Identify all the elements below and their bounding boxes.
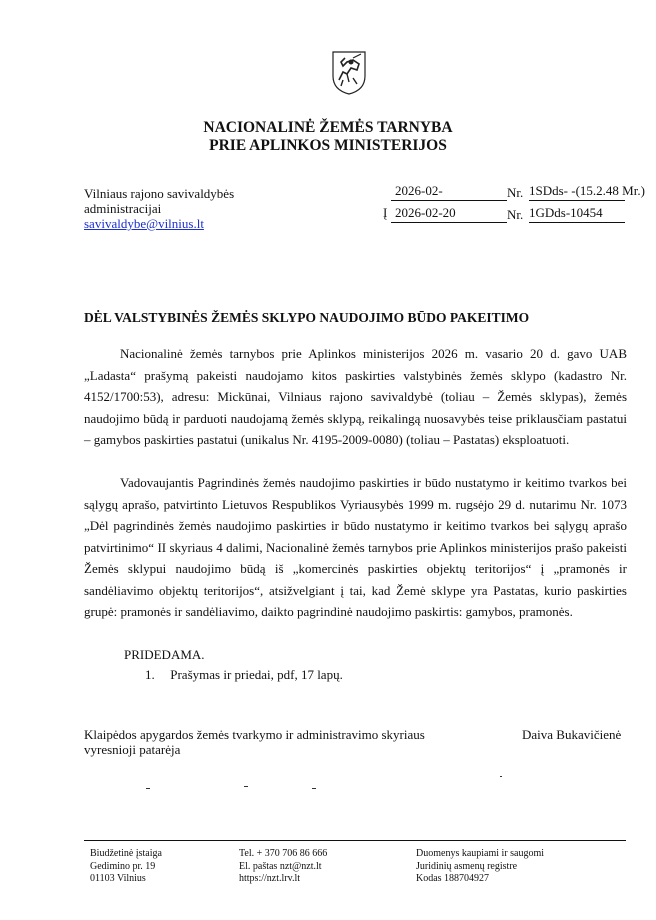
organization-subtitle: PRIE APLINKOS MINISTERIJOS (209, 137, 447, 154)
signer-name: Daiva Bukavičienė (522, 727, 622, 742)
signer-position-line: vyresnioji patarėja (84, 742, 181, 757)
footer-line: Juridinių asmenų registre (416, 860, 518, 872)
recipient-email-link[interactable]: savivaldybe@vilnius.lt (84, 216, 204, 231)
nr-label: Nr. (507, 185, 524, 200)
attachments-heading: PRIDEDAMA. (124, 647, 205, 662)
recipient-line: administracijai (84, 201, 162, 216)
scan-speck (244, 786, 248, 787)
footer-line: Duomenys kaupiami ir saugomi (416, 848, 545, 859)
signer-position-line: Klaipėdos apygardos žemės tvarkymo ir administravimo skyriaus (84, 727, 425, 742)
recipient-line: Vilniaus rajono savivaldybės (84, 186, 235, 201)
footer-column-contacts (239, 848, 327, 886)
body-paragraph: Nacionalinė žemės tarnybos prie Aplinkos ministerijos 2026 m. vasario 20 d. gavo UAB „Ladasta“ prašymą pakeisti naudojamo kitos paskirties valstybinės žemės sklypo (kadastro Nr. 4152/1700:53), adresu: Mickūnai, Vilniaus rajono savivaldybė (toliau – Žemės sklypas), žemės naudojimo būdą ir parduoti naudojamą žemės sklypą, reikalingą nuosavybės teise priklausčiam pastatui – gamybos paskirties pastatui (unikalus Nr. 4195-2009-0080) (toliau – Pastatas) eksploatuoti. (84, 346, 627, 447)
reference-date-field: 2026-02-20 (391, 205, 507, 223)
scan-speck (500, 776, 502, 777)
recipient-block (84, 186, 234, 231)
footer-email: El. paštas nzt@nzt.lt (239, 860, 322, 872)
attachment-item (145, 667, 343, 683)
signer-position (84, 727, 464, 757)
footer-column-registry (416, 848, 544, 886)
document-date-field: 2026-02- (391, 183, 507, 201)
footer-line: Biudžetinė įstaiga (90, 848, 162, 859)
document-number-field: 1SDds- -(15.2.48 Mr.) (529, 183, 625, 201)
organization-name: NACIONALINĖ ŽEMĖS TARNYBA (203, 119, 453, 136)
reference-prefix-mark: Į (383, 205, 388, 220)
nr-label: Nr. (507, 207, 524, 222)
coat-of-arms-icon (331, 50, 367, 96)
footer-line: Kodas 188704927 (416, 873, 490, 884)
attachment-number: 1. (145, 667, 155, 682)
footer-phone: Tel. + 370 706 86 666 (239, 848, 328, 859)
footer-divider (84, 840, 626, 841)
scan-speck (312, 788, 316, 789)
footer-column-institution (90, 848, 162, 886)
body-paragraph: Vadovaujantis Pagrindinės žemės naudojimo paskirties ir būdo nustatymo ir keitimo tvarkos bei sąlygų aprašo, patvirtinto Lietuvos Respublikos Vyriausybės 1999 m. rugsėjo 29 d. nutarimu Nr. 1073 „Dėl pagrindinės žemės naudojimo paskirties ir būdo nustatymo ir keitimo tvarkos bei sąlygų aprašo patvirtinimo“ II skyriaus 4 dalimi, Nacionalinė žemės tarnybos prie Aplinkos ministerijos prašo pakeisti Žemės sklypui naudojimo būdą iš „komercinės paskirties objektų teritorijos“ į „pramonės ir sandėliavimo objektų teritorijos“, atsižvelgiant į tai, kad Žemė sklype yra Pastatas, kurio paskirties grupė: pramonės ir sandėliavimo, daikto pagrindinė naudojimo paskirtis: gamybos, pramonės. (84, 475, 627, 619)
footer-website: https://nzt.lrv.lt (239, 873, 301, 884)
reference-number-field: 1GDds-10454 (529, 205, 625, 223)
attachment-text: Prašymas ir priedai, pdf, 17 lapų. (170, 667, 343, 682)
footer-line: 01103 Vilnius (90, 873, 146, 884)
scan-speck (146, 788, 150, 789)
footer-line: Gedimino pr. 19 (90, 860, 156, 872)
letter-subject: DĖL VALSTYBINĖS ŽEMĖS SKLYPO NAUDOJIMO BŪDO PAKEITIMO (84, 310, 530, 325)
